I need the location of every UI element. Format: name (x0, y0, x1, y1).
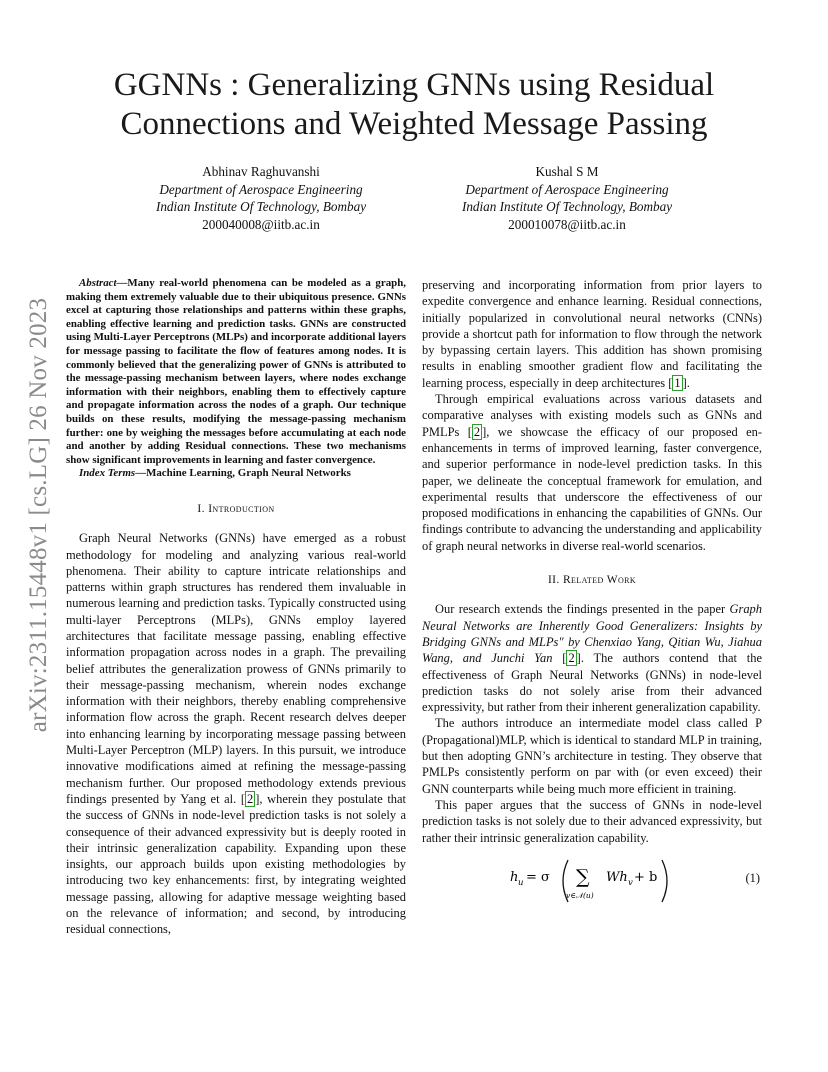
abstract (66, 277, 406, 467)
index-terms-text: —Machine Learning, Graph Neural Networks (135, 467, 351, 480)
author-block-1 (111, 163, 411, 233)
abstract-label: Abstract (79, 277, 117, 289)
equation-formula (510, 856, 710, 906)
citation-link[interactable]: 2 (473, 424, 481, 439)
intro-paragraph: Graph Neural Networks (GNNs) have emerged as a robust methodology for modeling and analyzing various real-world phenomena. Their ability to capture intricate relationships and patterns within graph structures has rendered them invaluable in numerous learning and prediction tasks. Typically constructed using multi-layer Perceptrons (MLPs), GNNs employ layered architectures that facilitate message passing, enabling effective information propagation across nodes in a graph. The prevailing belief attributes the generalization prowess of GNNs primarily to their message-passing mechanism, wherein nodes exchange information with their neighbors, thereby enabling comprehensive information flow across the graph. Recent research delves deeper into enhancing learning by incorporating message passing between Multi-Layer Perceptron (MLP) layers. In this pursuit, we introduce innovative modifications aimed at refining the message-passing mechanism further. Our proposed methodology extends previous findings presented by Yang et al. [ 2 ], wherein they postulate that the success of GNNs in node-level prediction tasks is not solely a consequence of their advanced expressivity but is deeply rooted in their intrinsic generalization capability. Expanding upon these insights, our approach builds upon existing methodologies by introducing two key enhancements: first, by integrating weighted message passing, allowing for adaptive message weighting based on the relevance of information; and second, by introducing residual connections, (66, 531, 406, 937)
eq-right-paren (662, 860, 667, 902)
section-heading-introduction: I. Introduction (197, 502, 275, 515)
equation-1 (422, 856, 762, 906)
eq-term-sub: v (628, 877, 633, 888)
eq-lhs: h (510, 869, 519, 885)
author-email: 200010078@iitb.ac.in (508, 216, 626, 232)
index-terms-label: Index Terms (79, 467, 136, 480)
author-institution: Indian Institute Of Technology, Bombay (461, 199, 673, 214)
citation-link[interactable]: 1 (674, 375, 681, 390)
eq-equals-sigma: = σ (526, 869, 550, 885)
eq-term: Wh (606, 869, 628, 885)
left-column (66, 277, 406, 938)
right-column (422, 277, 762, 906)
related-paragraph-2: The authors introduce an intermediate model class called P (Propagational)MLP, which is identical to standard MLP in training, but then adopting GNN’s architecture in testing. They observe that PMLPs consistently perform on par with (or even exceed) their GNN counterparts while being much more efficient in training. (422, 716, 762, 796)
title-line-2: Connections and Weighted Message Passing (120, 106, 708, 142)
abstract-text: —Many real-world phenomena can be modeled as a graph, making them extremely valuable due to their ubiquitous presence. GNNs excel at capturing those relationships and patterns within these graphs, enabling effective learning and prediction tasks. GNNs are constructed using Multi-Layer Perceptrons (MLPs) and incorporate additional layers for message passing to facilitate the flow of features among nodes. It is commonly believed that the generalizing power of GNNs is attributed to the message-passing mechanism between layers, where nodes exchange information with their neighbors, enabling them to effectively capture and propagate information across the nodes of a graph. Our technique builds on these results, modifying the message-passing mechanism further: one by weighing the messages before accumulating at each node and another by adding Residual connections. These two mechanisms show significant improvements in learning and faster convergence. (66, 277, 406, 466)
eq-sum-sub: v∈𝒩(u) (566, 890, 594, 900)
eq-lhs-sub: u (518, 877, 524, 888)
title-line-1: GGNNs : Generalizing GNNs using Residual (113, 67, 715, 103)
related-paragraph-3: This paper argues that the success of GNNs in node-level prediction tasks is not solely due to their advanced expressivity, but rather their intrinsic generalization capability. (422, 797, 762, 845)
eq-plus-b: + b (634, 869, 658, 885)
author-block-2 (417, 163, 717, 233)
author-name: Abhinav Raghuvanshi (202, 164, 320, 179)
equation-number: (1) (745, 870, 760, 885)
arxiv-identifier: arXiv:2311.15448v1 [cs.LG] 26 Nov 2023 (25, 297, 52, 733)
author-institution: Indian Institute Of Technology, Bombay (155, 199, 367, 214)
citation-link[interactable]: 2 (247, 791, 254, 806)
eq-sum: ∑ (576, 865, 590, 888)
author-name: Kushal S M (535, 164, 599, 179)
related-paragraph-1: Our research extends the findings presented in the paper Graph Neural Networks are Inherently Good Generalizers: Insights by Bridging GNNs and MLPs" by Chenxiao Yang, Qitian Wu, Jiahua Wang, and Junchi Yan [ 2 ]. The authors contend that the effectiveness of Graph Neural Networks (GNNs) in node-level prediction tasks do not solely arise from their advanced expressivity, but rather from their inherent generalization capability. (422, 602, 762, 715)
author-department: Department of Aerospace Engineering (465, 181, 669, 197)
paper-title (0, 66, 828, 144)
intro-paragraph-2: Through empirical evaluations across various datasets and comparative analyses with existing models such as GNNs and PMLPs [ 2 ], we showcase the efficacy of our proposed en- enhancements in terms of improved learning, faster convergence, and superior performance in node-level prediction tasks. In this paper, we delineate the conceptual framework for emulation, and experimental results that underscore the effectiveness of our proposed modifications in enhancing the capabilities of GNNs. Our findings contribute to advancing the understanding and applicability of graph neural networks in diverse real-world scenarios. (422, 392, 762, 553)
index-terms (66, 467, 406, 481)
citation-link[interactable]: 2 (568, 651, 575, 666)
intro-continuation: preserving and incorporating information from prior layers to expedite convergence and enhance learning. Residual connections, initially popularized in convolutional neural networks (CNNs) provide a shortcut path for information to flow through the network by bypassing certain layers. This addition has shown promising results in enabling smoother gradient flow and facilitating the learning process, especially in deep architectures [ 1 ]. (422, 278, 762, 390)
author-email: 200040008@iitb.ac.in (202, 216, 320, 232)
section-heading-related-work: II. Related Work (547, 574, 637, 587)
author-department: Department of Aerospace Engineering (159, 181, 363, 197)
